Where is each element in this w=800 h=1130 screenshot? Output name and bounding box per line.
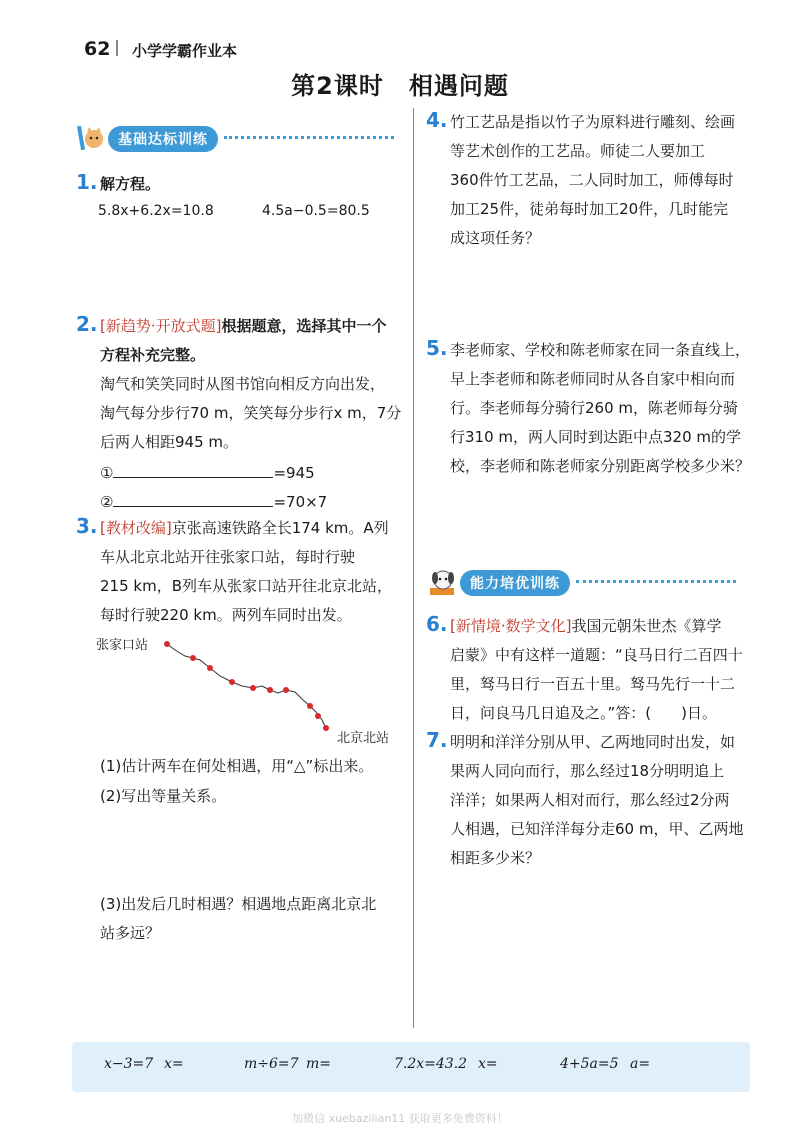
column-divider — [413, 108, 414, 1028]
section-banner-advanced — [428, 570, 754, 596]
question-text: 早上李老师和陈老师同时从各自家中相向而 — [450, 370, 736, 388]
route-point — [267, 687, 273, 693]
sub-question-3-cont: 站多远？ — [100, 924, 161, 942]
question-text: 方程补充完整。 — [100, 346, 206, 364]
footer-answer[interactable]: a= — [630, 1056, 651, 1072]
route-point — [164, 641, 170, 647]
route-point — [229, 679, 235, 685]
question-text: 215 km，B列车从张家口站开往北京北站， — [100, 577, 392, 595]
question-text: 每时行驶220 km。两列车同时出发。 — [100, 606, 352, 624]
blank-tail: =945 — [273, 464, 315, 482]
banner-dots — [576, 580, 736, 586]
station-label-beijingbei: 北京北站 — [337, 731, 390, 746]
route-point — [283, 687, 289, 693]
question-text: 360件竹工艺品，二人同时加工，师傅每时 — [450, 171, 734, 189]
route-point — [207, 665, 213, 671]
footer-equation: x−3=7 — [104, 1056, 154, 1072]
question-number: 2. — [76, 312, 98, 336]
question-number: 1. — [76, 170, 98, 194]
question-text: 竹工艺品是指以竹子为原料进行雕刻、绘画 — [450, 113, 736, 131]
question-text: 淘气每分步行70 m，笑笑每分步行x m，7分 — [100, 404, 402, 422]
question-5 — [426, 336, 756, 481]
station-label-zhangjiakou: 张家口站 — [96, 638, 149, 653]
question-text: 果两人同向而行，那么经过18分明明追上 — [450, 762, 725, 780]
footer-exercise-bar — [72, 1042, 750, 1092]
lesson-title: 第2课时 相遇问题 — [291, 72, 509, 100]
footer-equation: m÷6=7 — [244, 1056, 299, 1072]
footer-answer[interactable]: m= — [306, 1056, 332, 1072]
question-text: 加工25件，徒弟每时加工20件，几时能完 — [450, 200, 729, 218]
answer-line[interactable] — [113, 461, 273, 478]
question-text: 行。李老师每分骑行260 m，陈老师每分骑 — [450, 399, 739, 417]
question-text: 洋洋；如果两人相对而行，那么经过2分两 — [450, 791, 730, 809]
answer-blank-1[interactable] — [76, 459, 406, 488]
question-text: 解方程。 — [100, 175, 161, 193]
blank-marker: ② — [100, 493, 114, 511]
question-text: 人相遇，已知洋洋每分走60 m，甲、乙两地 — [450, 820, 744, 838]
question-number: 4. — [426, 108, 448, 132]
footer-equation: 7.2x=43.2 — [394, 1056, 468, 1072]
equation-1b: 4.5a−0.5=80.5 — [262, 203, 370, 219]
section-title-basic: 基础达标训练 — [108, 126, 218, 152]
question-text: 京张高速铁路全长174 km。A列 — [171, 519, 389, 537]
question-7 — [426, 728, 756, 873]
sub-question-2: (2)写出等量关系。 — [100, 787, 227, 805]
header-divider — [116, 40, 118, 56]
pencil-cat-icon — [76, 124, 106, 154]
question-text: 后两人相距945 m。 — [100, 433, 239, 451]
sub-question-1: (1)估计两车在何处相遇，用“△”标出来。 — [100, 757, 374, 775]
question-text: 相距多少米？ — [450, 849, 541, 867]
question-text: 李老师家、学校和陈老师家在同一条直线上， — [450, 341, 751, 359]
question-4 — [426, 108, 756, 253]
question-text: 明明和洋洋分别从甲、乙两地同时出发，如 — [450, 733, 736, 751]
route-point — [250, 685, 256, 691]
footer-equation: 4+5a=5 — [560, 1056, 619, 1072]
question-text: 我国元朝朱世杰《算学 — [571, 617, 722, 635]
footer-answer[interactable]: x= — [164, 1056, 184, 1072]
question-3 — [76, 514, 406, 630]
footer-answer[interactable]: x= — [478, 1056, 498, 1072]
question-text: 成这项任务？ — [450, 229, 541, 247]
route-point — [323, 725, 329, 731]
sub-question-3: (3)出发后几时相遇？相遇地点距离北京北 — [100, 895, 377, 913]
blank-marker: ① — [100, 464, 114, 482]
question-text: 启蒙》中有这样一道题：“良马日行二百四十 — [450, 646, 743, 664]
answer-line[interactable] — [113, 490, 273, 507]
question-2 — [76, 312, 406, 517]
route-point — [315, 713, 321, 719]
question-number: 6. — [426, 612, 448, 636]
question-text: 车从北京北站开往张家口站，每时行驶 — [100, 548, 356, 566]
question-text: 等艺术创作的工艺品。师徒二人要加工 — [450, 142, 706, 160]
question-number: 3. — [76, 514, 98, 538]
question-1 — [76, 170, 406, 199]
question-text: 里，驽马日行一百五十里。驽马先行一十二 — [450, 675, 736, 693]
equation-1a: 5.8x+6.2x=10.8 — [98, 203, 214, 219]
route-point — [307, 703, 313, 709]
blank-tail: =70×7 — [273, 493, 328, 511]
question-number: 5. — [426, 336, 448, 360]
watermark: 加微信 xuebazilian11 获取更多免费资料！ — [292, 1112, 508, 1125]
question-tag: [教材改编] — [100, 519, 172, 537]
page-number: 62 — [84, 38, 111, 60]
dog-book-icon — [428, 568, 458, 598]
question-number: 7. — [426, 728, 448, 752]
question-text: 根据题意，选择其中一个 — [221, 317, 387, 335]
question-tag: [新趋势·开放式题] — [100, 317, 222, 335]
question-tag: [新情境·数学文化] — [450, 617, 572, 635]
section-banner-basic — [76, 126, 406, 152]
question-text: 淘气和笑笑同时从图书馆向相反方向出发， — [100, 375, 386, 393]
question-text: 日，问良马几日追及之。”答：( )日。 — [450, 704, 717, 722]
banner-dots — [224, 136, 394, 142]
question-text: 校，李老师和陈老师家分别距离学校多少米？ — [450, 457, 751, 475]
question-6 — [426, 612, 756, 728]
route-point — [190, 655, 196, 661]
question-text: 行310 m，两人同时到达距中点320 m的学 — [450, 428, 742, 446]
answer-blank-2[interactable] — [76, 488, 406, 517]
railway-route-diagram — [150, 630, 350, 740]
section-title-advanced: 能力培优训练 — [460, 570, 570, 596]
book-title: 小学学霸作业本 — [132, 42, 238, 60]
